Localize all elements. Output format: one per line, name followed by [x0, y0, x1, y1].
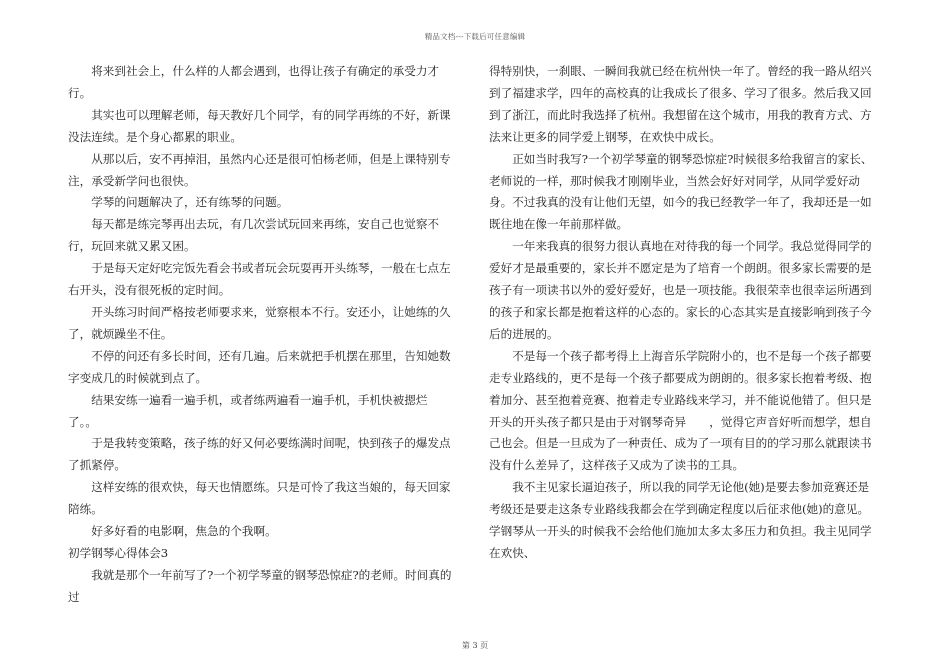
paragraph: 结果安练一遍看一遍手机，或者练两遍看一遍手机，手机快被摁烂了。。	[68, 392, 428, 429]
paragraph: 这样安练的很欢快，每天也情愿练。只是可怜了我这当娘的，每天回家陪练。	[68, 480, 451, 517]
paragraph: 其实也可以理解老师，每天教好几个同学，有的同学再练的不好，新课没法连续。是个身心都累的职业。	[68, 107, 451, 144]
paragraph: 一年来我真的很努力很认真地在对待我的每一个同学。我总觉得同学的爱好才是最重要的，家长并不愿定是为了培育一个朗朗。很多家长需要的是孩子有一项读书以外的爱好爱好，也是一项技能。我很荣幸也很幸运所遇到的孩子和家长都是抱着这样的心态的。家长的心态其实是直接影响到孩子今后的进展的。	[489, 239, 872, 341]
paragraph: 我就是那个一年前写了?一个初学琴童的钢琴恐惊症?的老师。时间真的过	[68, 567, 452, 604]
paragraph: 不停的问还有多长时间，还有几遍。后来就把手机摆在那里，告知她数字变成几的时候就到点了。	[68, 348, 451, 385]
paragraph-continuation: 得特别快，一刹眼、一瞬间我就已经在杭州快一年了。曾经的我一路从绍兴到了福建求学，四年的高校真的让我成长了很多、学习了很多。然后我又回到了浙江，而此时我选择了杭州。我想留在这个城市，用我的教育方式、方法来让更多的同学爱上钢琴，在欢快中成长。	[489, 64, 872, 144]
paragraph: 学琴的问题解决了，还有练琴的问题。	[91, 195, 289, 210]
paragraph: 于是我转变策略，孩子练的好又何必要练满时间呢，快到孩子的爆发点了抓紧停。	[68, 436, 451, 473]
paragraph: 好多好看的电影啊，焦急的个我啊。	[91, 524, 277, 539]
page-header: 精品文档---下载后可任意编辑	[424, 32, 526, 41]
paragraph: 将来到社会上，什么样的人都会遇到，也得让孩子有确定的承受力才行。	[68, 64, 440, 100]
paragraph: 正如当时我写?一个初学琴童的钢琴恐惊症?时候很多给我留言的家长、老师说的一样，那时候我才刚刚毕业，当然会好好对同学，从同学爱好动身。不过我真的没有让他们无望，如今的我已经教学一年了，我却还是一如既往地在像一年前那样做。	[489, 151, 873, 232]
paragraph: 每天都是练完琴再出去玩，有几次尝试玩回来再练，安自己也觉察不行，玩回来就又累又困。	[68, 217, 440, 254]
paragraph: 开头练习时间严格按老师要求来，觉察根本不行。安还小，让她练的久了，就烦躁坐不住。	[68, 304, 451, 341]
paragraph: 从那以后，安不再掉泪，虽然内心还是很可怕杨老师，但是上课特别专注，承受新学问也很快。	[68, 151, 451, 188]
paragraph: 不是每一个孩子都考得上上海音乐学院附小的，也不是每一个孩子都要走专业路线的，更不是每一个孩子都要成为朗朗的。很多家长抱着考级、抱着加分、甚至抱着竞赛、抱着走专业路线来学习，并不能说他错了。但只是开头的开头孩子都只是由于对钢琴奇异 ，觉得它声音好听而想学，想自己也会。但是一旦成为了一种责任、成为了一项有目的的学习那么就跟读书没有什么差异了，这样孩子又成为了读书的工具。	[489, 348, 872, 473]
left-column	[68, 61, 456, 609]
section-title: 初学钢琴心得体会3	[68, 545, 169, 560]
paragraph: 我不主见家长逼迫孩子，所以我的同学无论他(她)是要去参加竞赛还是考级还是要走这条专业路线我都会在学到确定程度以后征求他(她)的意见。学钢琴从一开头的时候我不会给他们施加太多太多压力和负担。我主见同学在欢快、	[489, 480, 872, 560]
page-number: 第 3 页	[461, 641, 489, 650]
paragraph: 于是每天定好吃完饭先看会书或者玩会玩耍再开头练琴，一般在七点左右开头，没有很死板的定时间。	[68, 261, 451, 298]
right-column	[489, 61, 877, 565]
